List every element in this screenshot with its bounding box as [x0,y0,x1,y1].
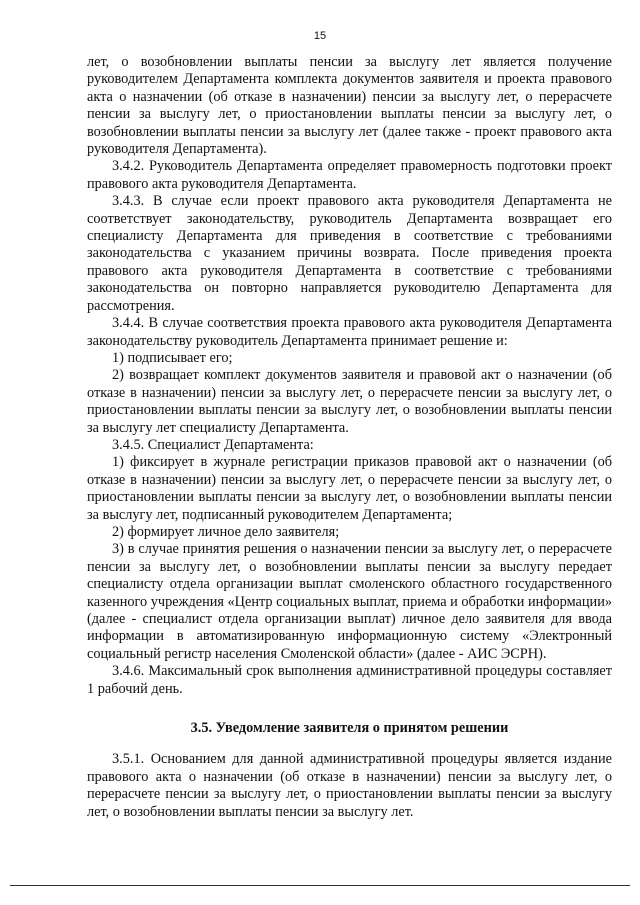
paragraph-3-4-2: 3.4.2. Руководитель Департамента определяет правомерность подготовки проект правового акта руководителя Департамента. [87,158,612,192]
list-item-1: 1) подписывает его; [112,349,233,366]
paragraph-3-4-6: 3.4.6. Максимальный срок выполнения административной процедуры составляет 1 рабочий день. [87,663,612,697]
document-body [87,54,612,821]
list-item-3: 3) в случае принятия решения о назначении пенсии за выслугу лет, о перерасчете пенсии за выслугу лет, о возобновлении выплаты пенсии за выслугу передает специалисту отдела организации выплат смоленского областного государственного казенного учреждения «Центр социальных выплат, приема и обработки информации» (далее - специалист отдела организации выплат) личное дело заявителя для ввода информации в автоматизированную информационную систему «Электронный социальный регистр населения Смоленской области» (далее - АИС ЭСРН). [87,541,612,662]
list-item-2: 2) возвращает комплект документов заявителя и правовой акт о назначении (об отказе в назначении) пенсии за выслугу лет, о перерасчете пенсии за выслугу лет, о приостановлении выплаты пенсии за выслугу лет, о возобновлении выплаты пенсии за выслугу лет специалисту Департамента. [87,367,612,436]
list-item-2: 2) формирует личное дело заявителя; [112,523,340,540]
paragraph-3-4-3: 3.4.3. В случае если проект правового акта руководителя Департамента не соответствует законодательству, руководитель Департамента возвращает его специалисту Департамента для приведения в соответствие с требованиями законодательства с указанием причины возврата. После приведения проекта правового акта руководителя Департамента в соответствие с требованиями законодательства он повторно направляется руководителю Департамента для рассмотрения. [87,193,612,314]
paragraph-3-4-5: 3.4.5. Специалист Департамента: [112,436,314,453]
footer-divider [10,885,630,886]
paragraph-continuation: лет, о возобновлении выплаты пенсии за выслугу лет является получение руководителем Департамента комплекта документов заявителя и проекта правового акта о назначении (об отказе в назначении) пенсии за выслугу лет, о перерасчете пенсии за выслугу лет, о приостановлении выплаты пенсии за выслугу лет, о возобновлении выплаты пенсии за выслугу лет (далее также - проект правового акта руководителя Департамента). [87,54,612,158]
list-item-1: 1) фиксирует в журнале регистрации приказов правовой акт о назначении (об отказе в назначении) пенсии за выслугу лет, о перерасчете пенсии за выслугу лет, о приостановлении выплаты пенсии за выслугу лет, о возобновлении выплаты пенсии за выслугу лет, подписанный руководителем Департамента; [87,454,612,523]
section-heading: 3.5. Уведомление заявителя о принятом решении [190,720,509,737]
page-number: 15 [313,30,327,42]
paragraph-3-4-4: 3.4.4. В случае соответствия проекта правового акта руководителя Департамента законодательству руководитель Департамента принимает решение и: [87,315,612,349]
paragraph-3-5-1: 3.5.1. Основанием для данной административной процедуры является издание правового акта о назначении (об отказе в назначении) пенсии за выслугу лет, о перерасчете пенсии за выслугу лет, о приостановлении выплаты пенсии за выслугу лет, о возобновлении выплаты пенсии за выслугу лет. [87,751,612,820]
